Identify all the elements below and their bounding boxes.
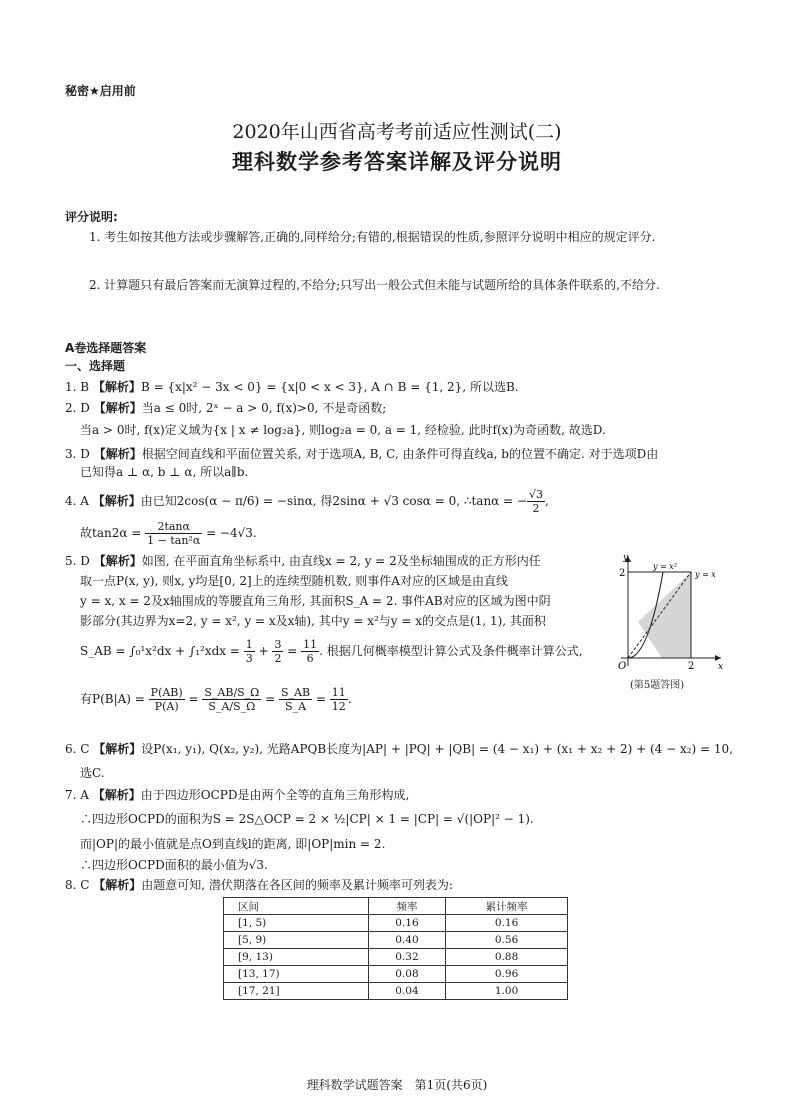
denominator: P(A) (154, 700, 179, 713)
numerator: 2tanα (145, 520, 202, 534)
question-3 (65, 445, 658, 462)
page-footer: 理科数学试题答案 第1页(共6页) (306, 1078, 488, 1092)
numerator: S_AB/S_Ω (204, 686, 260, 699)
table-cell: 0.96 (446, 966, 568, 983)
table-row (224, 915, 568, 932)
answer-text: 选C. (80, 766, 105, 780)
table-cell: 0.88 (446, 949, 568, 966)
answer-text (80, 520, 257, 547)
answer-text: 设P(x₁, y₁), Q(x₂, y₂), 光路APQB长度为|AP| + |PQ| + |QB| = (4 − x₁) + (x₁ + x₂ + 2) + (4 − x₂) = 10, (141, 742, 733, 756)
table-cell: [9, 13) (224, 949, 369, 966)
question-5 (65, 552, 541, 569)
analysis-tag: 【解析】 (93, 554, 142, 568)
tick-label-x-2: 2 (688, 661, 695, 672)
numerator: S_AB (281, 686, 311, 699)
question-number: 8. C (65, 878, 90, 892)
confidential-label: 秘密★启用前 (65, 84, 136, 98)
fraction (330, 686, 348, 713)
numerator: 3 (274, 638, 282, 651)
denominator: 12 (331, 700, 346, 713)
question-1 (65, 378, 519, 395)
scoring-heading: 评分说明: (65, 210, 118, 224)
fraction (279, 686, 312, 713)
denominator: S_A/S_Ω (208, 700, 256, 713)
table-cell: 0.04 (368, 983, 445, 1000)
axis-label-x: x (718, 662, 724, 672)
table-header: 频率 (368, 898, 445, 915)
analysis-tag: 【解析】 (92, 380, 141, 394)
question-number: 2. D (65, 401, 90, 415)
answer-text: = −4√3. (206, 526, 257, 540)
denominator: 6 (306, 652, 314, 665)
table-cell: [13, 17) (224, 966, 369, 983)
table-cell: 0.16 (446, 915, 568, 932)
curve-label-line: y = x (695, 570, 716, 579)
denominator: 3 (245, 652, 253, 665)
answer-text: ∴四边形OCPD的面积为S = 2S△OCP = 2 × ½|CP| × 1 = |CP| = √(|OP|² − 1). (80, 812, 534, 826)
fraction (145, 520, 202, 547)
answer-text: 根据空间直线和平面位置关系, 对于选项A, B, C, 由条件可得直线a, b的位置不确定. 对于选项D由 (141, 447, 659, 461)
fraction (244, 638, 255, 665)
fraction (202, 686, 261, 713)
table-cell: 1.00 (446, 983, 568, 1000)
analysis-tag: 【解析】 (92, 494, 141, 508)
frequency-table (223, 897, 568, 1000)
answer-text: 由题意可知, 潜伏期落在各区间的频率及累计频率可列表为: (141, 878, 453, 892)
curve-label-parabola: y = x² (653, 562, 678, 571)
choice-heading: 一、选择题 (65, 359, 126, 373)
question-number: 7. A (65, 788, 89, 802)
answer-text: 当a > 0时, f(x)定义域为{x | x ≠ log₂a}, 则log₂a = 0, a = 1, 经检验, 此时f(x)为奇函数, 故选D. (80, 423, 606, 437)
scoring-rule-2: 2. 计算题只有最后答案而无演算过程的,不给分;只写出一般公式但未能与试题所给的具体条件联系的,不给分. (89, 278, 660, 292)
table-row (224, 966, 568, 983)
analysis-tag: 【解析】 (93, 401, 142, 415)
origin-label: O (618, 661, 627, 672)
answer-text: 故tan2α = (80, 526, 142, 540)
denominator: S_A (285, 700, 307, 713)
answer-text: 取一点P(x, y), 则x, y均是[0, 2]上的连续型随机数, 则事件A对应的区域是由直线 (80, 574, 508, 588)
answer-text: 已知得a ⊥ α, b ⊥ α, 所以a∥b. (80, 465, 249, 479)
answer-text: S_AB = ∫₀¹x²dx + ∫₁²xdx = $\frac{1}{3}$ + $\frac{3}{2}$ = $\frac{11}{6}$ . 根据几何概率模型计算公式及条件概率计算公式, (80, 638, 583, 665)
fraction (527, 488, 545, 515)
answer-text: S_AB = ∫₀¹x²dx + ∫₁²xdx = (80, 644, 240, 658)
x-axis-arrow (715, 655, 721, 661)
fraction (149, 686, 185, 713)
table-cell: 0.08 (368, 966, 445, 983)
table-cell: 0.56 (446, 932, 568, 949)
table-header: 区间 (224, 898, 369, 915)
answer-text: 当a ≤ 0时, 2ˣ − a > 0, f(x)>0, 不是奇函数; (141, 401, 387, 415)
tick-label-y-2: 2 (619, 568, 626, 579)
table-row (224, 932, 568, 949)
numerator: 11 (303, 638, 318, 651)
table-cell: 0.16 (368, 915, 445, 932)
fraction (272, 638, 283, 665)
q5-figure (603, 548, 733, 673)
question-7 (65, 786, 409, 803)
numerator: 1 (245, 638, 253, 651)
analysis-tag: 【解析】 (93, 742, 142, 756)
question-number: 4. A (65, 494, 89, 508)
table-cell: 0.40 (368, 932, 445, 949)
question-4: 4. A 【解析】由已知2cos(α − π/6) = −sinα, 得2sinα + √3 cosα = 0, ∴tanα = − $\frac{√3}{2}$ , (65, 488, 549, 515)
axis-label-y: y (623, 553, 629, 563)
table-row (224, 949, 568, 966)
denominator: 2 (274, 652, 282, 665)
scoring-rule-1: 1. 考生如按其他方法或步骤解答,正确的,同样给分;有错的,根据错误的性质,参照评分说明中相应的规定评分. (89, 230, 656, 244)
analysis-tag: 【解析】 (93, 447, 142, 461)
answer-text: 有P(B|A) = $\frac{P(AB)}{P(A)}$ = $\frac{S\_AB/S\_\Omega}{S\_A/S\_\Omega}$ = $\frac{S\_AB}{S\_A}$ = $\frac{11}{12}$ . (80, 686, 352, 713)
answer-text: 如图, 在平面直角坐标系中, 由直线x = 2, y = 2及坐标轴围成的正方形内任 (141, 554, 541, 568)
numerator: 11 (331, 686, 346, 699)
numerator: √3 (529, 488, 544, 501)
question-2 (65, 399, 386, 416)
table-cell: 0.32 (368, 949, 445, 966)
answer-text: B = {x|x² − 3x < 0} = {x|0 < x < 3}, A ∩ B = {1, 2}, 所以选B. (140, 380, 519, 394)
section-a-heading: A卷选择题答案 (65, 341, 147, 355)
answer-text: y = x, x = 2及x轴围成的等腰直角三角形, 其面积S_A = 2. 事件AB对应的区域为图中阴 (80, 594, 551, 608)
analysis-tag: 【解析】 (93, 878, 142, 892)
numerator: P(AB) (150, 686, 183, 699)
fraction (301, 638, 319, 665)
question-8 (65, 876, 453, 893)
answer-text: 有P(B|A) = (80, 692, 145, 706)
table-cell: [1, 5) (224, 915, 369, 932)
table-header: 累计频率 (446, 898, 568, 915)
page-subtitle: 理科数学参考答案详解及评分说明 (232, 150, 562, 174)
question-number: 6. C (65, 742, 90, 756)
question-number: 3. D (65, 447, 90, 461)
table-cell: [17, 21] (224, 983, 369, 1000)
answer-text: 而|OP|的最小值就是点O到直线l的距离, 即|OP|min = 2. (80, 837, 386, 851)
page-title: 2020年山西省高考考前适应性测试(二) (232, 121, 562, 143)
table-row (224, 983, 568, 1000)
answer-text: 由已知2cos(α − π/6) = −sinα, 得2sinα + √3 cosα = 0, ∴tanα = − (140, 494, 528, 508)
answer-text: . 根据几何概率模型计算公式及条件概率计算公式, (319, 644, 583, 658)
analysis-tag: 【解析】 (92, 788, 141, 802)
question-number: 1. B (65, 380, 90, 394)
figure-caption: (第5题答图) (630, 680, 685, 691)
question-number: 5. D (65, 554, 90, 568)
answer-text: 影部分(其边界为x=2, y = x², y = x及x轴), 其中y = x²与y = x的交点是(1, 1), 其面积 (80, 614, 546, 628)
question-6 (65, 740, 733, 757)
shaded-region (638, 572, 691, 658)
denominator: 1 − tan²α (147, 534, 201, 547)
answer-text: ∴四边形OCPD面积的最小值为√3. (80, 858, 268, 872)
answer-text: 由于四边形OCPD是由两个全等的直角三角形构成, (140, 788, 410, 802)
denominator: 2 (532, 502, 540, 515)
table-header-row (224, 898, 568, 915)
table-cell: [5, 9) (224, 932, 369, 949)
